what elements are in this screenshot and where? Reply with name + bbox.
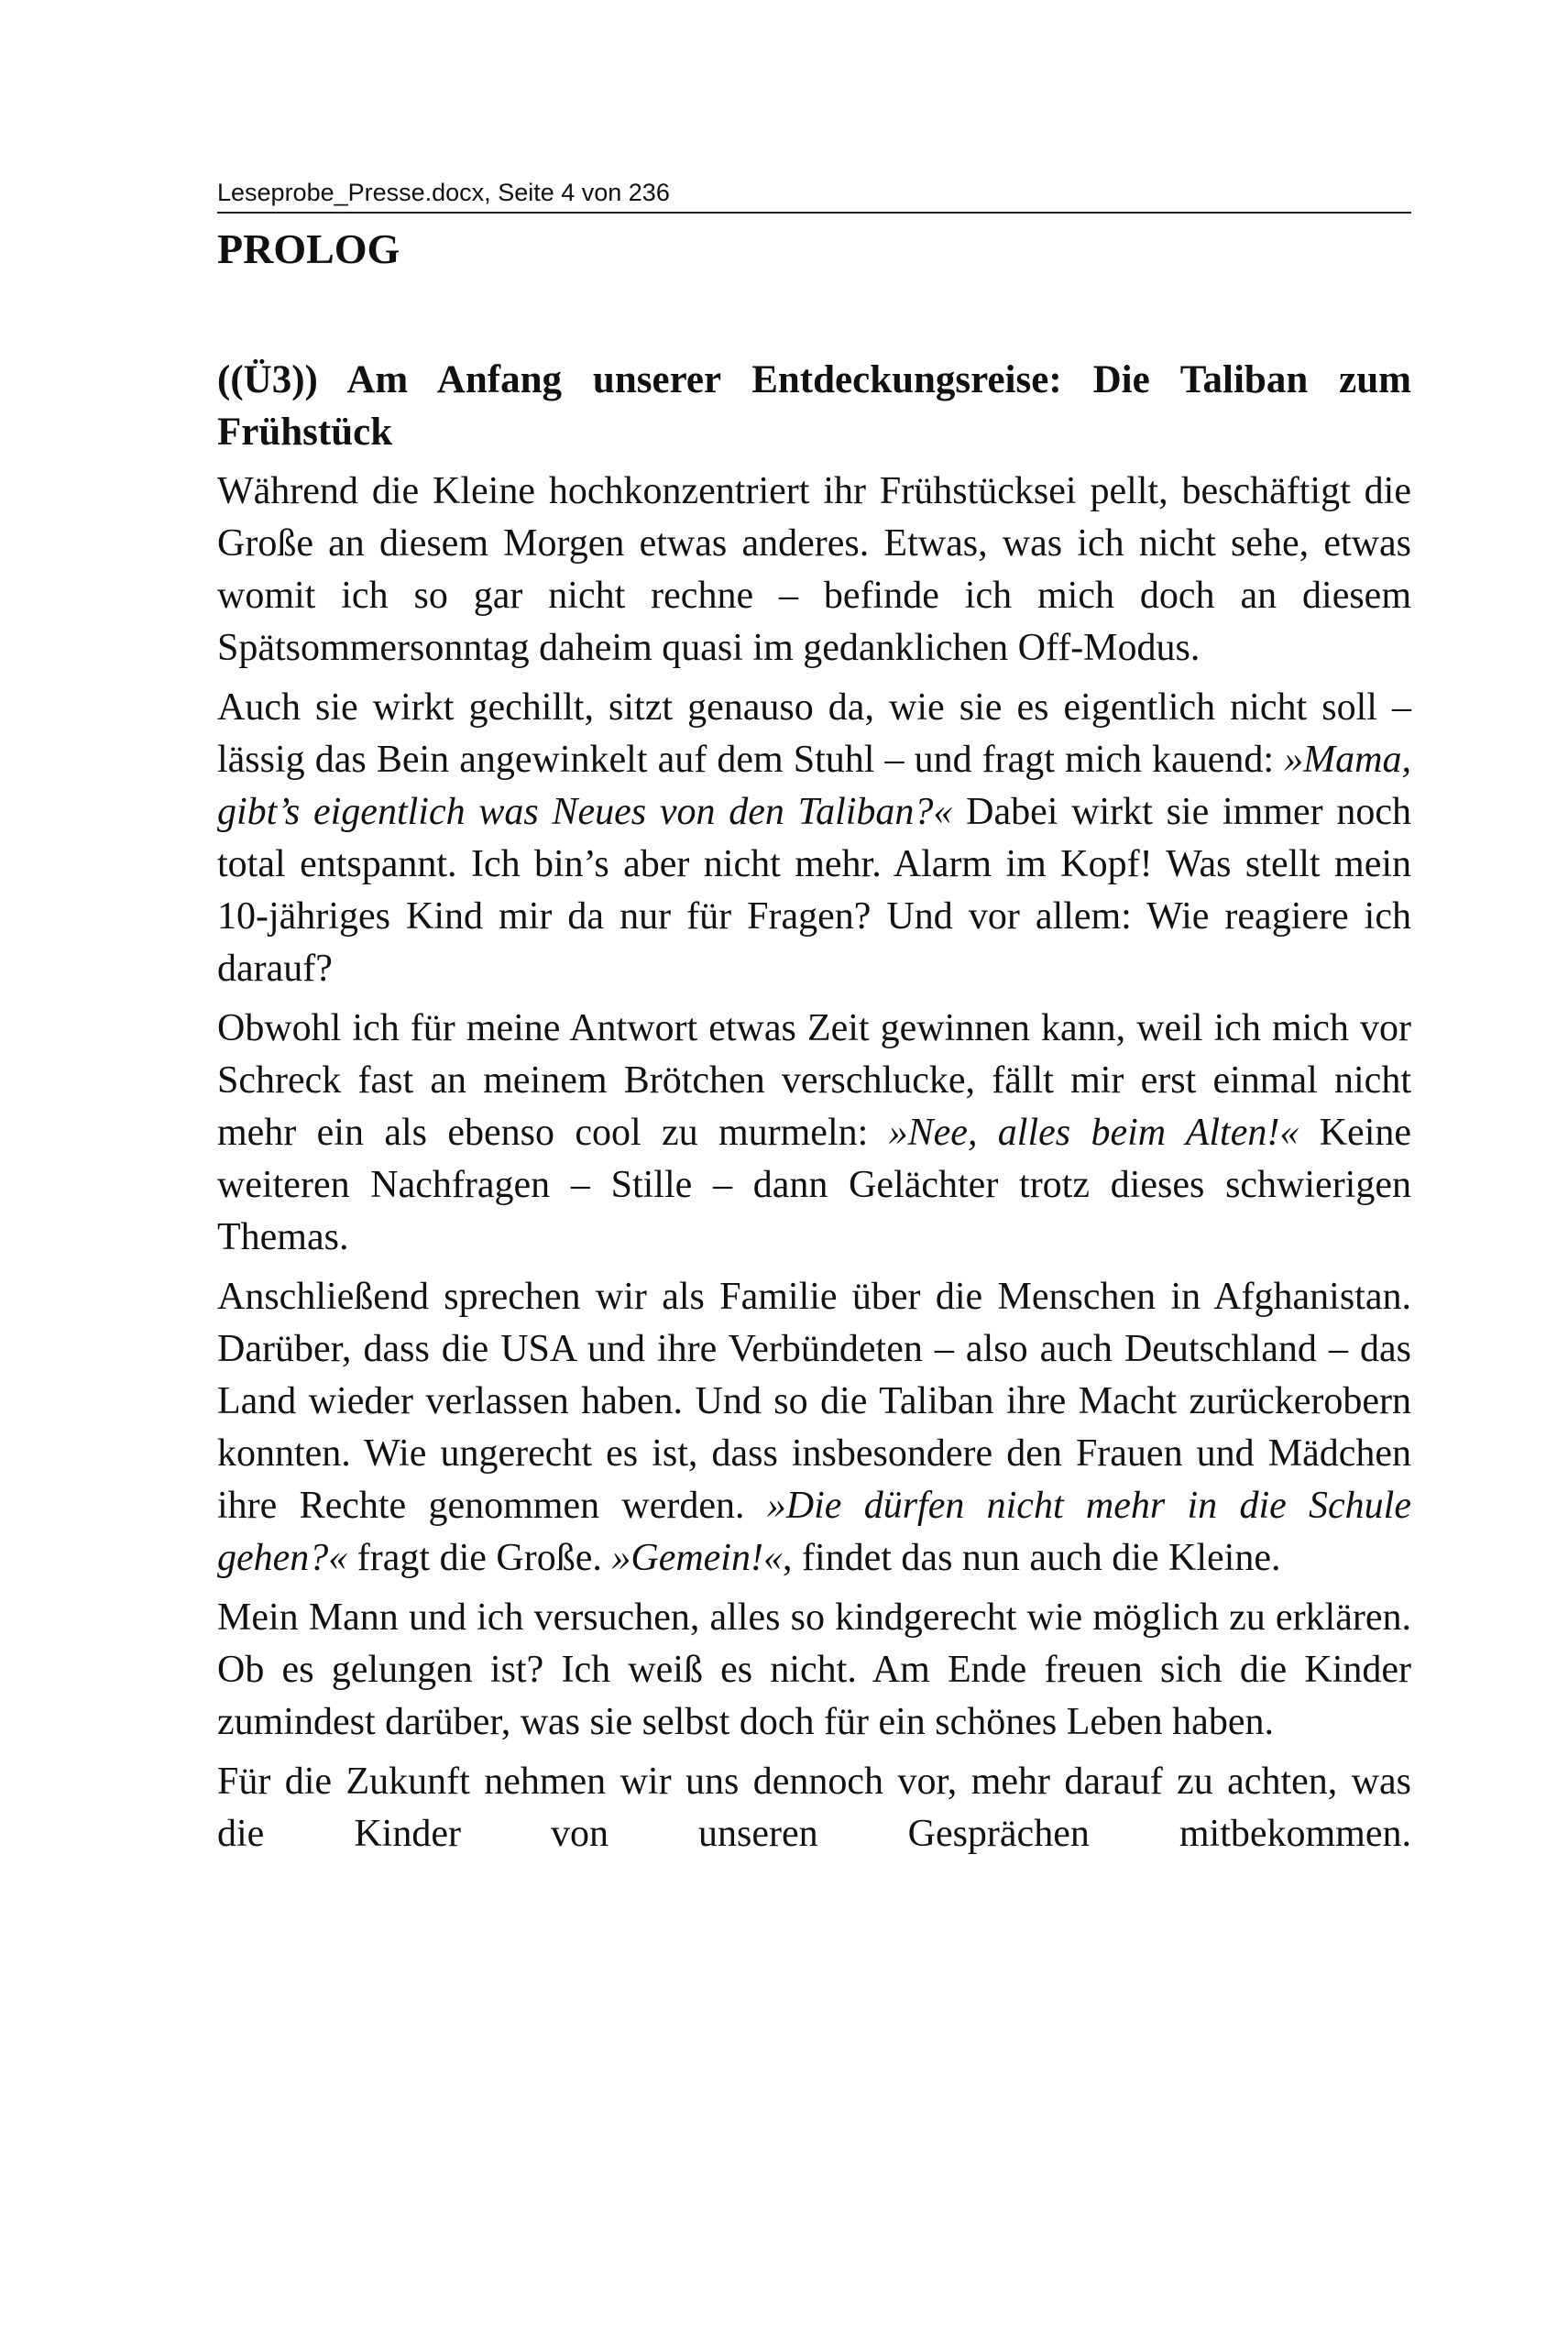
- paragraph-3: [217, 1003, 1411, 1264]
- quote-italic: »Die dürfen nicht mehr in die Schule gehen?«: [217, 1485, 1411, 1579]
- paragraph-text: fragt die Große.: [347, 1537, 612, 1579]
- paragraph-text: Mein Mann und ich versuchen, alles so kindgerecht wie möglich zu erklären. Ob es gelungen ist? Ich weiß es nicht. Am Ende freuen sich die Kinder zumindest darüber, was sie selbst doch für ein schönes Leben haben.: [217, 1596, 1411, 1743]
- paragraph-4: [217, 1271, 1411, 1585]
- paragraph-5: [217, 1592, 1411, 1749]
- paragraph-1: [217, 466, 1411, 675]
- paragraph-text: Auch sie wirkt gechillt, sitzt genauso da, wie sie es eigentlich nicht soll – lässig das Bein angewinkelt auf dem Stuhl – und fragt mich kauend:: [217, 686, 1411, 781]
- page-header: Leseprobe_Presse.docx, Seite 4 von 236: [217, 179, 670, 206]
- chapter-title: PROLOG: [217, 225, 400, 272]
- paragraph-text: Anschließend sprechen wir als Familie über die Menschen in Afghanistan. Darüber, dass die USA und ihre Verbündeten – also auch Deutschland – das Land wieder verlassen haben. Und so die Taliban ihre Macht zurückerobern konnten. Wie ungerecht es ist, dass insbesondere den Frauen und Mädchen ihre Rechte genommen werden.: [217, 1276, 1411, 1527]
- quote-italic: »Mama, gibt’s eigentlich was Neues von den Taliban?«: [217, 739, 1411, 833]
- paragraph-6: [217, 1756, 1411, 1860]
- document-body: [217, 224, 1411, 1860]
- paragraph-text: Obwohl ich für meine Antwort etwas Zeit gewinnen kann, weil ich mich vor Schreck fast an meinem Brötchen verschlucke, fällt mir erst einmal nicht mehr ein als ebenso cool zu murmeln:: [217, 1007, 1411, 1154]
- paragraph-text: Für die Zukunft nehmen wir uns dennoch vor, mehr darauf zu achten, was die Kinder von unseren Gesprächen mitbekommen.: [217, 1761, 1411, 1855]
- paragraph-text: Dabei wirkt sie immer noch total entspannt. Ich bin’s aber nicht mehr. Alarm im Kopf! Was stellt mein 10-jähriges Kind mir da nur für Fragen? Und vor allem: Wie reagiere ich darauf?: [217, 791, 1411, 990]
- quote-italic: »Gemein!«: [611, 1537, 783, 1579]
- quote-italic: »Nee, alles beim Alten!«: [888, 1112, 1299, 1154]
- paragraph-2: [217, 682, 1411, 995]
- paragraph-text: Keine weiteren Nachfragen – Stille – dann Gelächter trotz dieses schwierigen Themas.: [217, 1112, 1411, 1258]
- paragraph-text: Während die Kleine hochkonzentriert ihr Frühstücksei pellt, beschäftigt die Große an diesem Morgen etwas anderes. Etwas, was ich nicht sehe, etwas womit ich so gar nicht rechne – befinde ich mich doch an diesem Spätsommersonntag daheim quasi im gedanklichen Off-Modus.: [217, 470, 1411, 669]
- section-title: ((Ü3)) Am Anfang unserer Entdeckungsreise: Die Taliban zum Frühstück: [217, 358, 1411, 454]
- paragraph-text: , findet das nun auch die Kleine.: [782, 1537, 1281, 1579]
- header-divider: [217, 212, 1411, 214]
